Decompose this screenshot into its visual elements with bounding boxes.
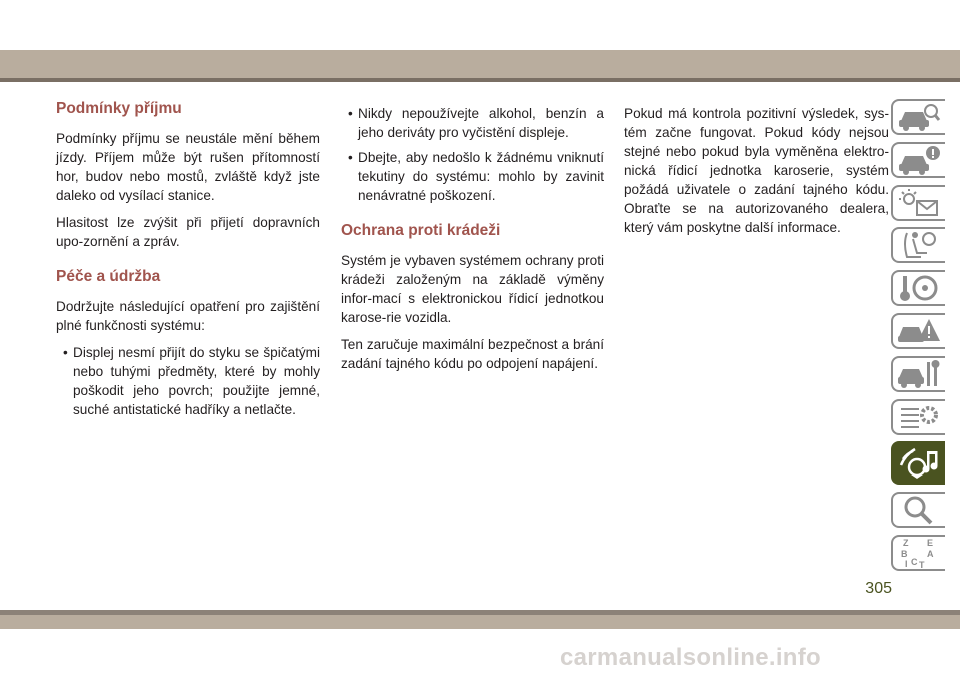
paragraph: Hlasitost lze zvýšit při přijetí dopravních upo-zornění a zpráv. (56, 215, 320, 249)
tab-search[interactable] (891, 492, 945, 528)
svg-text:T: T (919, 559, 925, 569)
bullet-list (341, 104, 604, 205)
tab-specifications[interactable] (891, 399, 945, 435)
tab-car-search[interactable] (891, 99, 945, 135)
page-number: 305 (865, 580, 892, 597)
bullet-list (56, 343, 320, 419)
right-column (624, 104, 889, 245)
middle-column (341, 104, 604, 381)
car-warning-triangle-icon (897, 315, 941, 347)
specifications-gear-icon (897, 401, 941, 433)
magnifier-icon (897, 494, 941, 526)
svg-text:I: I (905, 558, 908, 569)
alphabet-index-icon (897, 537, 941, 569)
car-search-icon (897, 101, 941, 133)
section-heading-antitheft: Ochrana proti krádeži (341, 222, 501, 239)
section-heading-care: Péče a údržba (56, 268, 161, 285)
svg-text:E: E (927, 537, 934, 548)
watermark-text: carmanualsonline.info (560, 644, 822, 671)
svg-text:C: C (911, 556, 918, 567)
tab-car-tools[interactable] (891, 356, 945, 392)
tab-alphabetical-index[interactable] (891, 535, 945, 571)
paragraph: Pokud má kontrola pozitivní výsledek, sys-tém začne fungovat. Pokud kódy nejsou stejné nebo pokud byla vyměněna elektro-nická řídicí jednotka karoserie, systém požádá uživatele o zadání tajného kódu. Obraťte se na autorizovaného dealera, který vám poskytne další informace. (624, 106, 889, 235)
tab-car-warning[interactable] (891, 313, 945, 349)
header-rule (0, 78, 960, 82)
paragraph: Dodržujte následující opatření pro zajištění plné funkčnosti systému: (56, 299, 320, 333)
paragraph: Systém je vybaven systémem ochrany proti krádeži založeným na základě výměny infor-mací s elektronickou řídicí jednotkou karose-rie vozidla. (341, 253, 604, 325)
section-heading-reception: Podmínky příjmu (56, 100, 182, 117)
warning-lights-message-icon (897, 187, 941, 219)
paragraph: Podmínky příjmu se neustále mění během jízdy. Příjem může být rušen přítomností hor, budov nebo mostů, zvláště když jste daleko od vysílací stanice. (56, 131, 320, 203)
tab-key-steering[interactable] (891, 270, 945, 306)
list-item: • Dbejte, aby nedošlo k žádnému vniknutí tekutiny do systému: mohlo by zavinit nenávratné poškození. (341, 148, 604, 205)
tab-warning-lights[interactable] (891, 185, 945, 221)
seat-airbag-icon (897, 229, 941, 261)
multimedia-music-icon (897, 447, 941, 479)
svg-text:B: B (901, 548, 908, 559)
list-item: • Displej nesmí přijít do styku se špičatými nebo tuhými předměty, které by mohly poškodit jeho povrch; použijte jemné, suché antistatické hadříky a netlačte. (56, 343, 320, 419)
key-steering-wheel-icon (897, 272, 941, 304)
svg-text:Z: Z (903, 537, 909, 548)
tab-multimedia[interactable] (891, 441, 945, 485)
tab-car-info[interactable] (891, 142, 945, 178)
chapter-tabs (891, 99, 945, 578)
footer-band (0, 615, 960, 629)
left-column (56, 96, 320, 425)
list-item: • Nikdy nepoužívejte alkohol, benzín a jeho deriváty pro vyčistění displeje. (341, 104, 604, 142)
svg-text:A: A (927, 548, 934, 559)
tab-seat-airbag[interactable] (891, 227, 945, 263)
header-band (0, 50, 960, 78)
paragraph: Ten zaručuje maximální bezpečnost a brání zadání tajného kódu po odpojení napájení. (341, 337, 604, 371)
car-tools-icon (897, 358, 941, 390)
car-info-icon (897, 144, 941, 176)
